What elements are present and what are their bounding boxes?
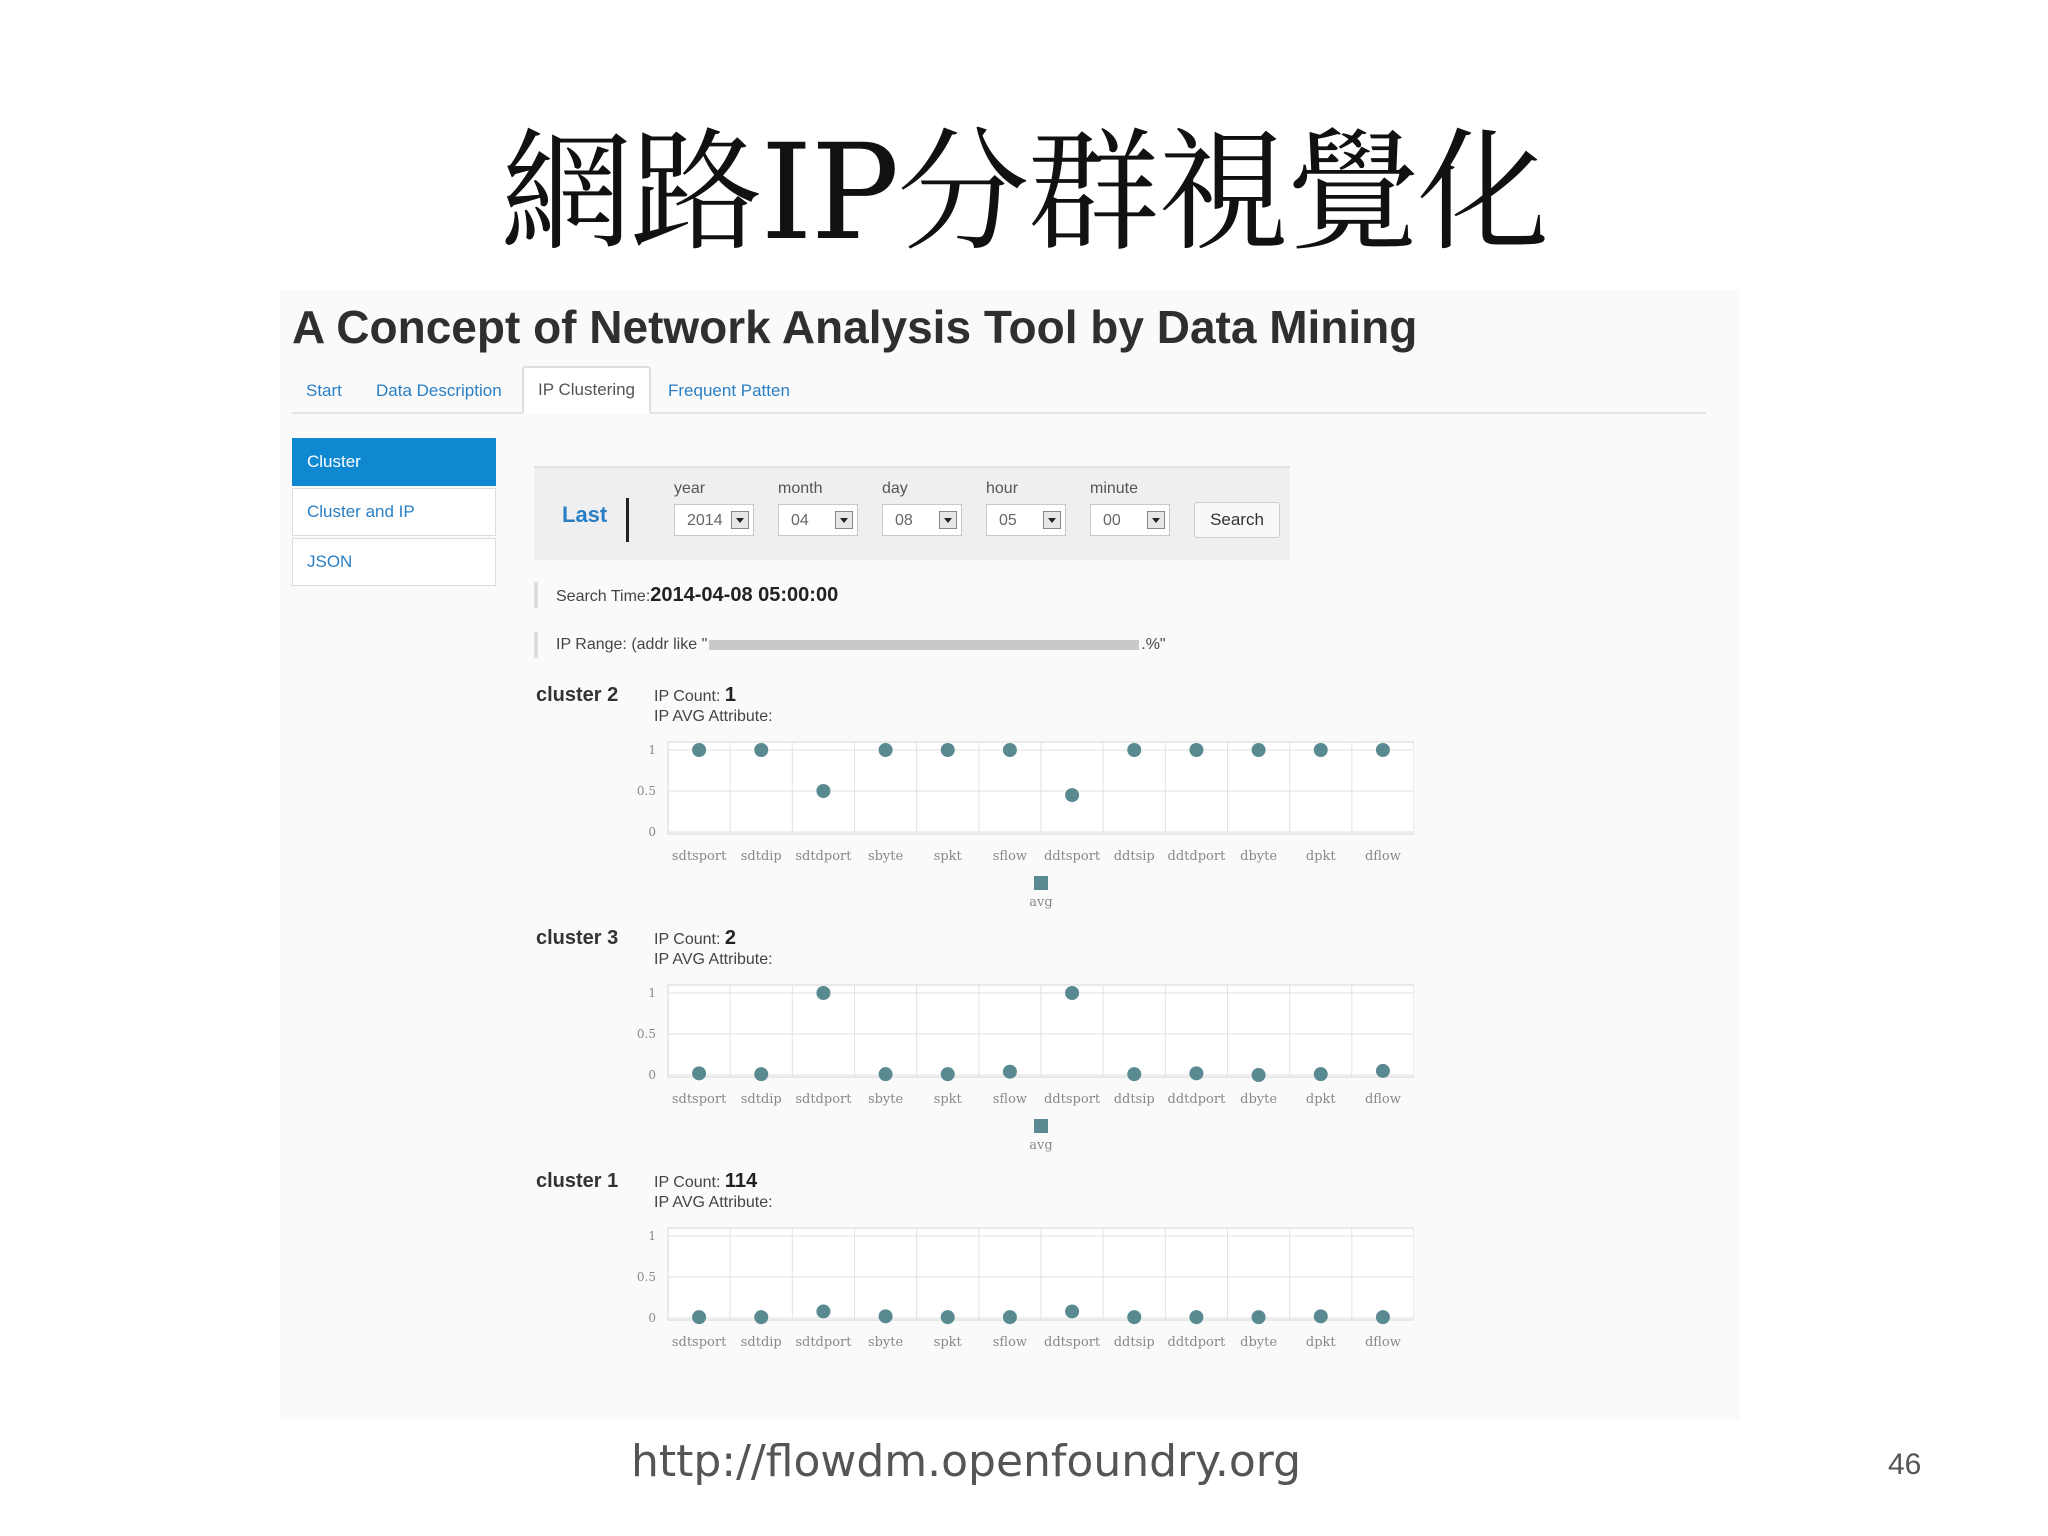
x-tick-label: sdtsport [671, 849, 727, 864]
y-tick-label: 0.5 [636, 1270, 656, 1284]
y-tick-label: 1 [648, 1229, 656, 1243]
data-point [1065, 788, 1079, 802]
hour-label: hour [986, 480, 1019, 497]
x-tick-label: ddtdport [1167, 849, 1226, 864]
y-tick-label: 1 [648, 743, 656, 757]
year-value: 2014 [687, 512, 723, 529]
data-point [1003, 743, 1017, 757]
data-point [1314, 1067, 1328, 1081]
ip-count-label: IP Count: [654, 1174, 721, 1191]
x-tick-label: sdtdip [740, 1335, 782, 1350]
x-tick-label: sbyte [867, 849, 904, 864]
dropdown-arrow-icon[interactable] [939, 511, 957, 529]
data-point [1003, 1310, 1017, 1324]
x-tick-label: sdtdport [795, 849, 852, 864]
search-button[interactable]: Search [1194, 502, 1280, 538]
data-point [816, 1304, 830, 1318]
redacted-ip-range [709, 640, 1139, 650]
x-tick-label: dbyte [1240, 1092, 1278, 1107]
x-tick-label: ddtsport [1044, 849, 1101, 864]
search-panel [534, 466, 1290, 560]
ip-count-value: 1 [724, 684, 736, 706]
divider [626, 498, 629, 542]
x-tick-label: sdtdip [740, 849, 782, 864]
day-value: 08 [895, 512, 913, 529]
data-point [754, 743, 768, 757]
data-point [816, 784, 830, 798]
x-tick-label: ddtsport [1044, 1092, 1101, 1107]
data-point [754, 1310, 768, 1324]
footer-url: http://flowdm.openfoundry.org [630, 1436, 1302, 1487]
data-point [1189, 1310, 1203, 1324]
cluster-chart [634, 1216, 1414, 1406]
x-tick-label: spkt [933, 849, 962, 864]
cluster-name: cluster 2 [536, 684, 619, 706]
legend-marker [1034, 1119, 1048, 1133]
x-tick-label: dpkt [1305, 1335, 1336, 1350]
slide-title: 網路IP分群視覺化 [500, 116, 1548, 270]
month-label: month [778, 480, 823, 497]
year-select[interactable] [674, 504, 754, 536]
cluster-chart [634, 973, 1414, 1163]
ip-count [654, 1170, 757, 1193]
y-tick-label: 0 [648, 825, 656, 839]
tab-data-description[interactable]: Data Description [376, 381, 502, 400]
data-point [1127, 743, 1141, 757]
data-point [1189, 1066, 1203, 1080]
data-point [1127, 1310, 1141, 1324]
data-point [1252, 1068, 1266, 1082]
ip-count-label: IP Count: [654, 931, 721, 948]
x-tick-label: dbyte [1240, 849, 1278, 864]
x-tick-label: ddtsip [1113, 849, 1155, 864]
data-point [1065, 986, 1079, 1000]
x-tick-label: dbyte [1240, 1335, 1278, 1350]
data-point [941, 743, 955, 757]
data-point [754, 1067, 768, 1081]
data-point [879, 1309, 893, 1323]
data-point [692, 743, 706, 757]
x-tick-label: ddtdport [1167, 1092, 1226, 1107]
legend-marker [1034, 876, 1048, 890]
data-point [1314, 743, 1328, 757]
hour-value: 05 [999, 512, 1017, 529]
month-select[interactable] [778, 504, 858, 536]
data-point [1252, 1310, 1266, 1324]
x-tick-label: sdtsport [671, 1335, 727, 1350]
dropdown-arrow-icon[interactable] [835, 511, 853, 529]
cluster-block [534, 680, 1474, 920]
cluster-name: cluster 3 [536, 927, 619, 949]
month-value: 04 [791, 512, 809, 529]
sidebar-item-json[interactable]: JSON [292, 538, 496, 586]
ip-count-label: IP Count: [654, 688, 721, 705]
data-point [941, 1067, 955, 1081]
cluster-name: cluster 1 [536, 1170, 619, 1192]
x-tick-label: dpkt [1305, 849, 1336, 864]
data-point [1065, 1304, 1079, 1318]
x-tick-label: dflow [1364, 1335, 1401, 1350]
x-tick-label: sdtdport [795, 1335, 852, 1350]
data-point [1189, 743, 1203, 757]
data-point [1376, 743, 1390, 757]
tab-frequent-patten[interactable]: Frequent Patten [668, 381, 790, 400]
x-tick-label: dflow [1364, 849, 1401, 864]
data-point [1376, 1064, 1390, 1078]
ip-range-suffix: .%" [1141, 636, 1166, 653]
sidebar [292, 438, 496, 588]
sidebar-item-cluster[interactable]: Cluster [292, 438, 496, 486]
day-select[interactable] [882, 504, 962, 536]
x-tick-label: sdtdip [740, 1092, 782, 1107]
cluster-block [534, 1166, 1474, 1406]
search-time-label: Search Time: [556, 588, 651, 605]
ip-count [654, 927, 736, 950]
data-point [941, 1310, 955, 1324]
cluster-block [534, 923, 1474, 1163]
ip-avg-label: IP AVG Attribute: [654, 951, 773, 968]
tab-ip-clustering[interactable]: IP Clustering [522, 366, 651, 414]
ip-avg-label: IP AVG Attribute: [654, 708, 773, 725]
x-tick-label: sflow [992, 1335, 1028, 1350]
data-point [1127, 1067, 1141, 1081]
x-tick-label: spkt [933, 1092, 962, 1107]
day-label: day [882, 480, 908, 497]
dropdown-arrow-icon[interactable] [1043, 511, 1061, 529]
minute-value: 00 [1103, 512, 1121, 529]
cluster-chart [634, 730, 1414, 920]
data-point [1376, 1310, 1390, 1324]
year-label: year [674, 480, 706, 497]
x-tick-label: ddtdport [1167, 1335, 1226, 1350]
minute-label: minute [1090, 480, 1139, 497]
tab-bar [292, 366, 1706, 414]
x-tick-label: sbyte [867, 1092, 904, 1107]
x-tick-label: ddtsip [1113, 1335, 1155, 1350]
last-label: Last [562, 502, 608, 527]
x-tick-label: ddtsip [1113, 1092, 1155, 1107]
y-tick-label: 0.5 [636, 784, 656, 798]
y-tick-label: 0 [648, 1311, 656, 1325]
ip-range [534, 632, 1166, 658]
ip-count [654, 684, 736, 707]
dropdown-arrow-icon[interactable] [1147, 511, 1165, 529]
x-tick-label: sbyte [867, 1335, 904, 1350]
y-tick-label: 1 [648, 986, 656, 1000]
hour-select[interactable] [986, 504, 1066, 536]
tab-start[interactable]: Start [306, 381, 342, 400]
data-point [879, 1067, 893, 1081]
data-point [1314, 1309, 1328, 1323]
ip-count-value: 2 [724, 927, 736, 949]
page-number: 46 [1888, 1448, 1922, 1481]
dropdown-arrow-icon[interactable] [731, 511, 749, 529]
sidebar-item-cluster-and-ip[interactable]: Cluster and IP [292, 488, 496, 536]
search-time [534, 582, 838, 608]
y-tick-label: 0.5 [636, 1027, 656, 1041]
ip-avg-label: IP AVG Attribute: [654, 1194, 773, 1211]
x-tick-label: sdtsport [671, 1092, 727, 1107]
data-point [879, 743, 893, 757]
data-point [816, 986, 830, 1000]
ip-count-value: 114 [724, 1170, 758, 1192]
x-tick-label: sflow [992, 849, 1028, 864]
data-point [692, 1066, 706, 1080]
app-title: A Concept of Network Analysis Tool by Data Mining [292, 301, 1418, 353]
ip-range-prefix: IP Range: (addr like " [556, 636, 708, 653]
x-tick-label: sflow [992, 1092, 1028, 1107]
search-time-value: 2014-04-08 05:00:00 [650, 584, 839, 606]
data-point [692, 1310, 706, 1324]
x-tick-label: dflow [1364, 1092, 1401, 1107]
x-tick-label: ddtsport [1044, 1335, 1101, 1350]
legend-label: avg [1029, 895, 1053, 910]
minute-select[interactable] [1090, 504, 1170, 536]
x-tick-label: sdtdport [795, 1092, 852, 1107]
data-point [1003, 1065, 1017, 1079]
data-point [1252, 743, 1266, 757]
x-tick-label: dpkt [1305, 1092, 1336, 1107]
y-tick-label: 0 [648, 1068, 656, 1082]
legend-label: avg [1029, 1138, 1053, 1153]
x-tick-label: spkt [933, 1335, 962, 1350]
